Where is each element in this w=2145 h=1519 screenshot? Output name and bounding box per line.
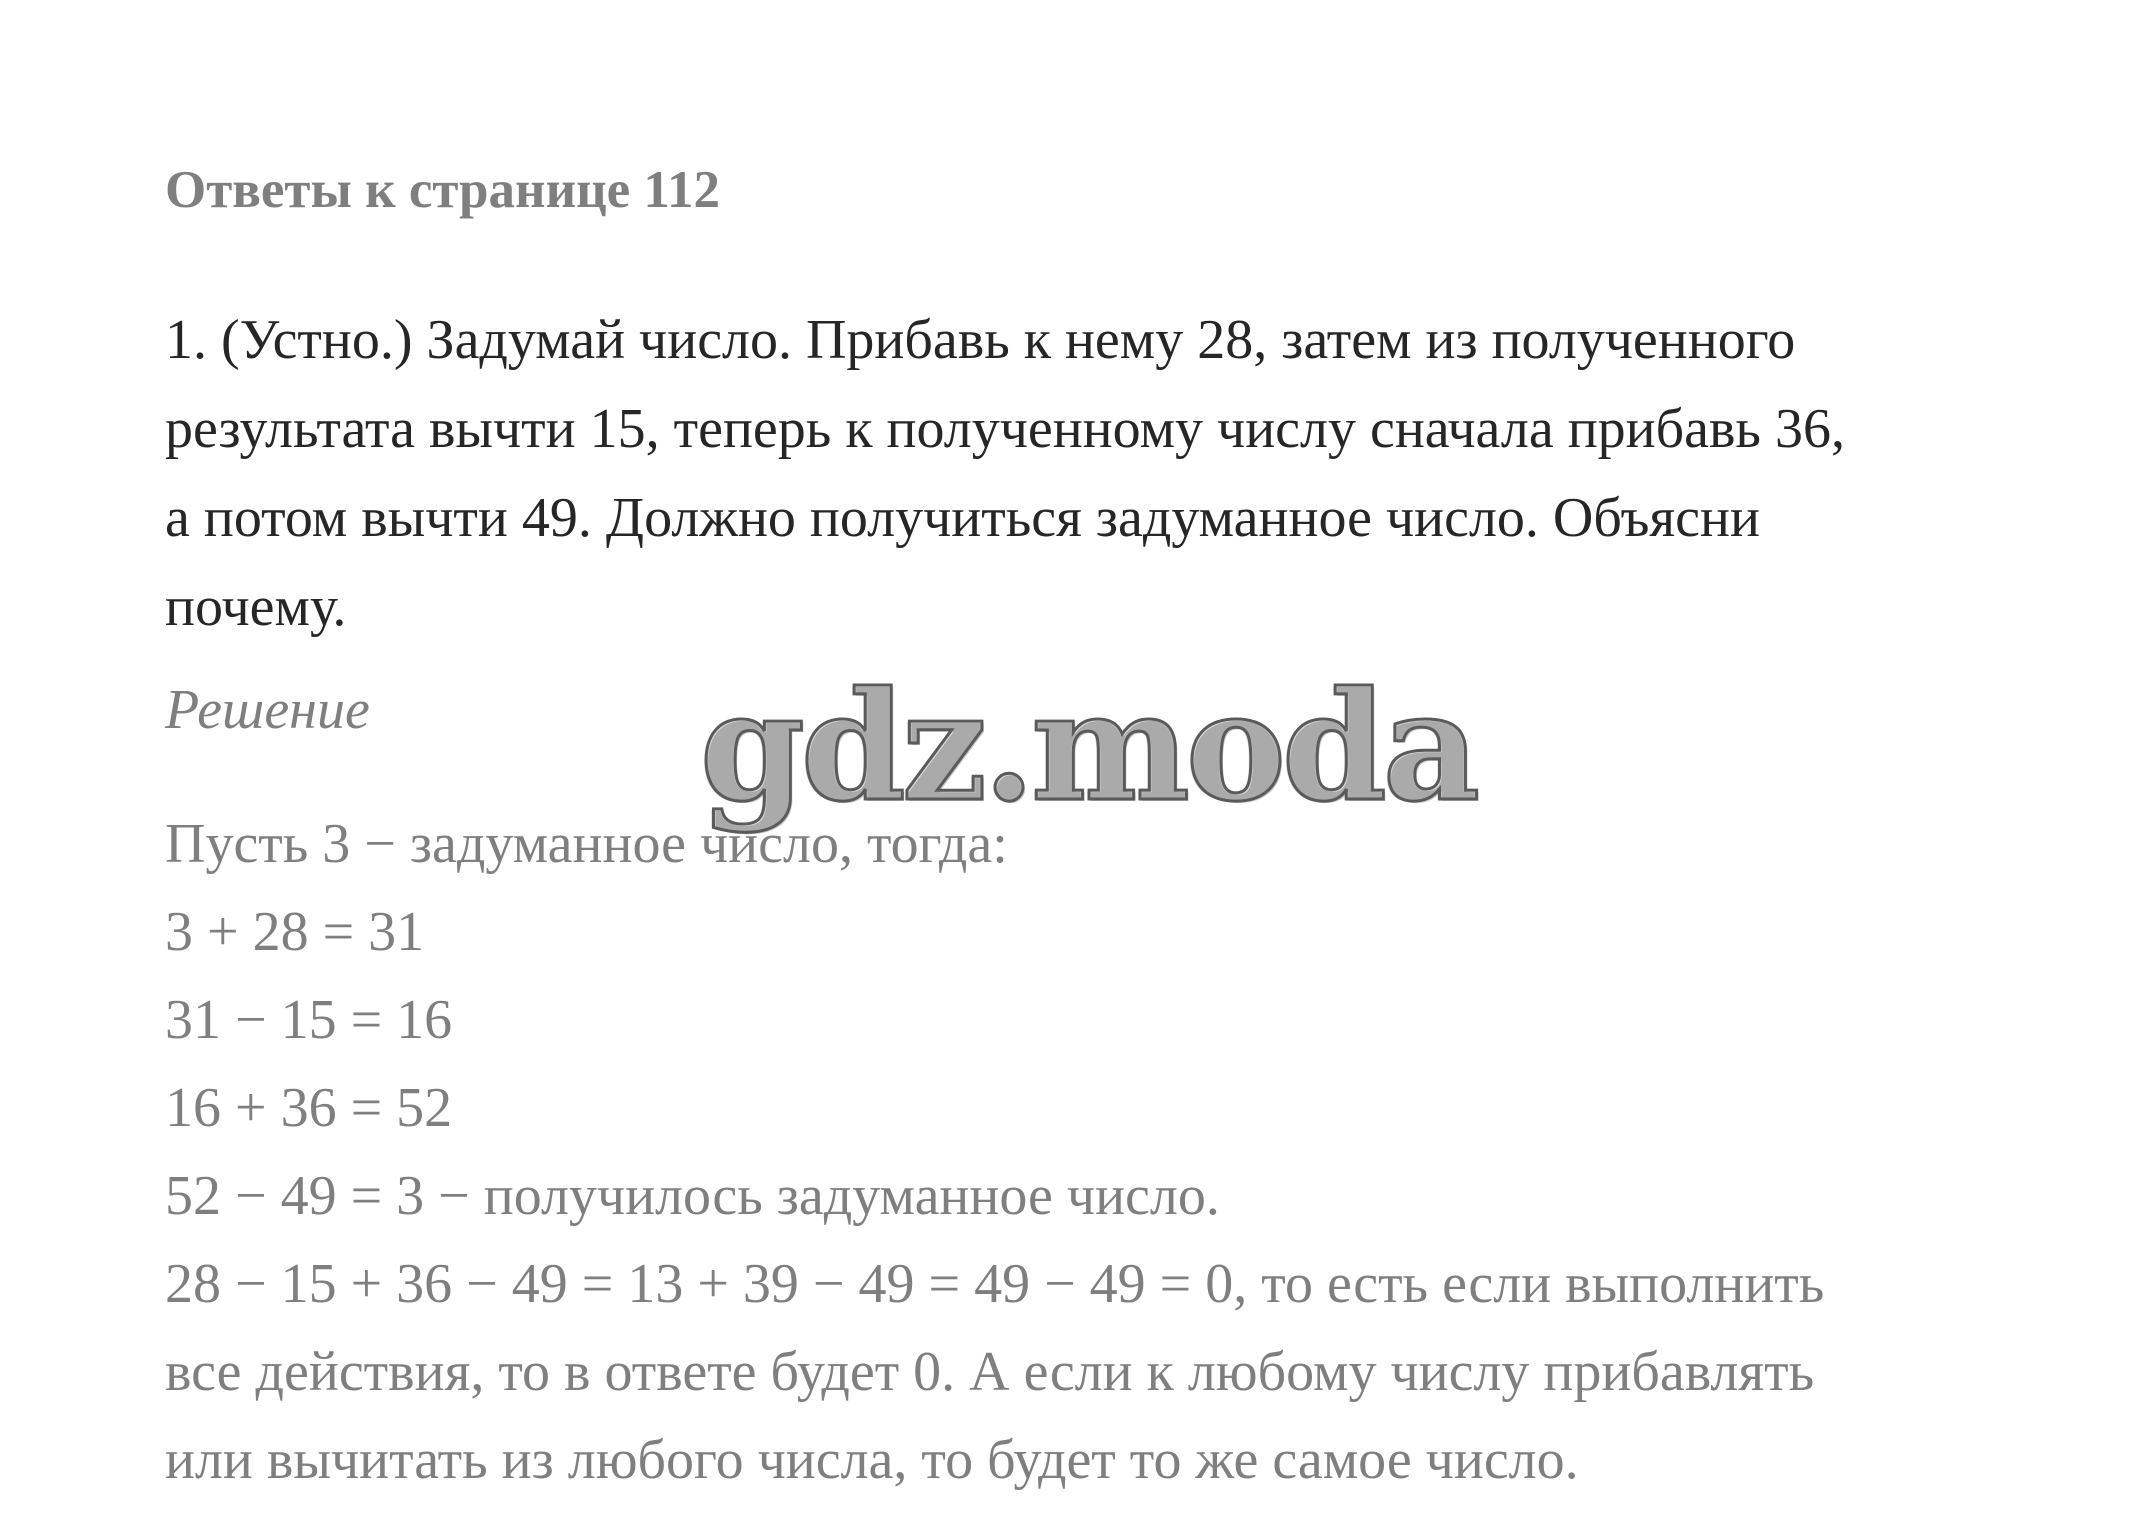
- solution-label: Решение: [165, 679, 370, 741]
- watermark-logo: gdz.moda: [700, 659, 1477, 835]
- task-text: [165, 296, 2005, 652]
- page-heading: Ответы к странице 112: [165, 161, 720, 219]
- task-line: результата вычти 15, теперь к полученному числу сначала прибавь 36,: [165, 398, 1845, 460]
- solution-line: 3 + 28 = 31: [165, 901, 425, 963]
- solution-line: 52 − 49 = 3 − получилось задуманное число.: [165, 1165, 1220, 1227]
- solution-line: 31 − 15 = 16: [165, 989, 453, 1051]
- solution-line: 16 + 36 = 52: [165, 1077, 453, 1139]
- task-line: почему.: [165, 576, 347, 638]
- solution-line: Пусть 3 − задуманное число, тогда:: [165, 813, 1008, 875]
- task-line: а потом вычти 49. Должно получиться задуманное число. Объясни: [165, 487, 1760, 549]
- solution-line: все действия, то в ответе будет 0. А если к любому числу прибавлять: [165, 1341, 1815, 1403]
- solution-text: [165, 800, 2005, 1504]
- task-line: 1. (Устно.) Задумай число. Прибавь к нему 28, затем из полученного: [165, 309, 1796, 371]
- solution-line: 28 − 15 + 36 − 49 = 13 + 39 − 49 = 49 − 49 = 0, то есть если выполнить: [165, 1253, 1825, 1315]
- solution-line: или вычитать из любого числа, то будет то же самое число.: [165, 1429, 1579, 1491]
